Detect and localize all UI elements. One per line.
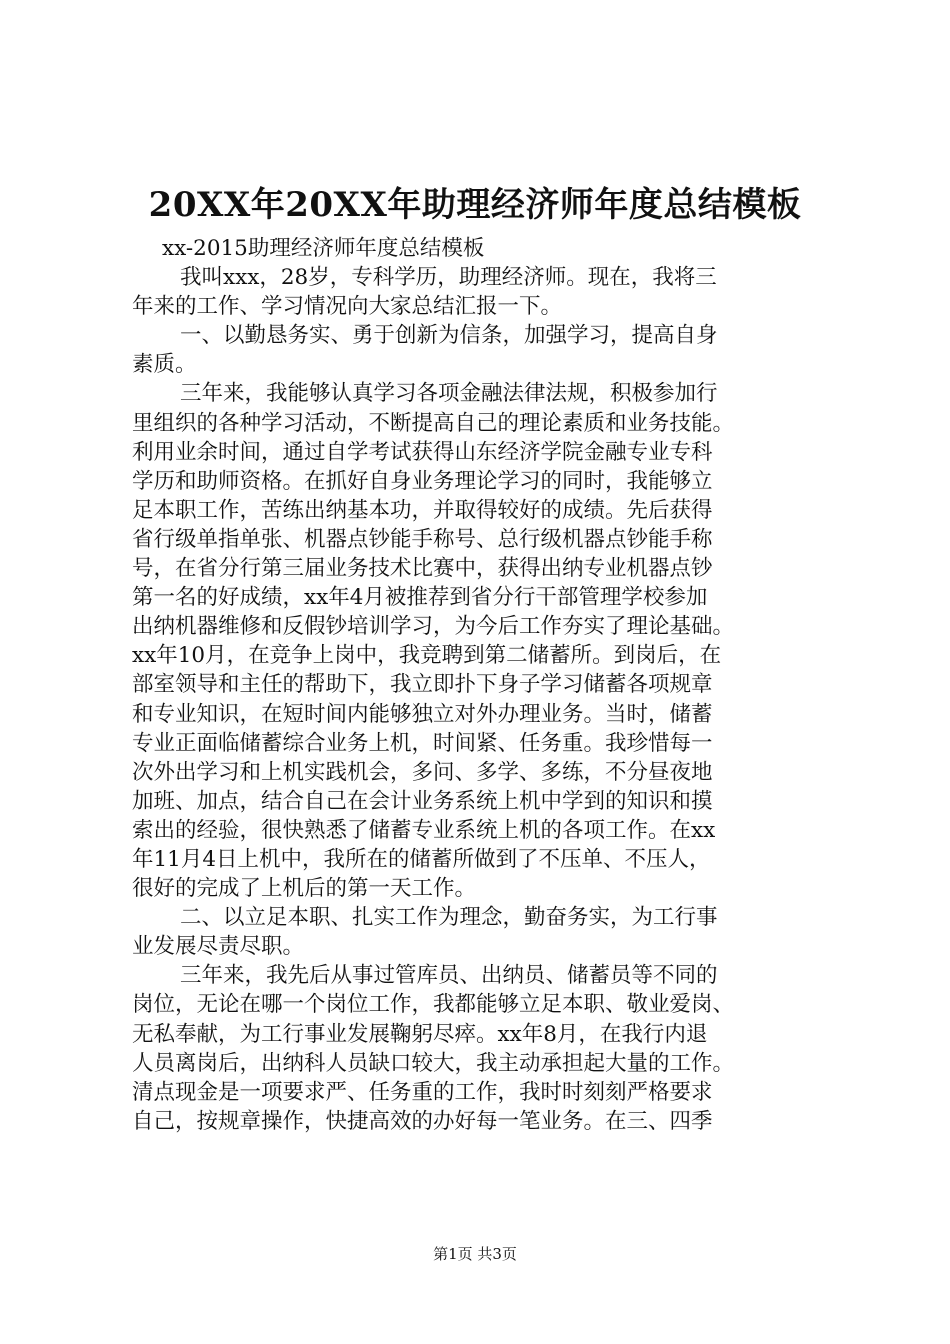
paragraph-line: 出纳机器维修和反假钞培训学习，为今后工作夯实了理论基础。 <box>132 614 735 640</box>
paragraph-line: 我叫xxx，28岁，专科学历，助理经济师。现在，我将三 <box>180 265 717 291</box>
paragraph-line: 部室领导和主任的帮助下，我立即扑下身子学习储蓄各项规章 <box>132 672 713 698</box>
paragraph-line: 自己，按规章操作，快捷高效的办好每一笔业务。在三、四季 <box>132 1108 713 1134</box>
paragraph-line: 年11月4日上机中，我所在的储蓄所做到了不压单、不压人， <box>132 846 711 872</box>
paragraph-line: 三年来，我先后从事过管库员、出纳员、储蓄员等不同的 <box>180 963 718 989</box>
paragraph-line: xx年10月，在竞争上岗中，我竞聘到第二储蓄所。到岗后，在 <box>132 643 722 669</box>
paragraph-line: 很好的完成了上机后的第一天工作。 <box>132 876 477 902</box>
subtitle-line: xx-2015助理经济师年度总结模板 <box>162 236 485 261</box>
section-heading-line: 业发展尽责尽职。 <box>132 934 305 960</box>
section-heading-line: 二、以立足本职、扎实工作为理念，勤奋务实，为工行事 <box>180 905 718 931</box>
paragraph-line: 专业正面临储蓄综合业务上机，时间紧、任务重。我珍惜每一 <box>132 730 713 756</box>
paragraph-line: 号，在省分行第三届业务技术比赛中，获得出纳专业机器点钞 <box>132 556 713 582</box>
paragraph-line: 省行级单指单张、机器点钞能手称号、总行级机器点钞能手称 <box>132 526 713 552</box>
paragraph-line: 利用业余时间，通过自学考试获得山东经济学院金融专业专科 <box>132 439 713 465</box>
paragraph-line: 第一名的好成绩，xx年4月被推荐到省分行干部管理学校参加 <box>132 585 708 611</box>
paragraph-line: 索出的经验，很快熟悉了储蓄专业系统上机的各项工作。在xx <box>132 817 716 843</box>
paragraph-line: 三年来，我能够认真学习各项金融法律法规，积极参加行 <box>180 381 718 407</box>
paragraph-line: 和专业知识，在短时间内能够独立对外办理业务。当时，储蓄 <box>132 701 713 727</box>
paragraph-line: 足本职工作，苦练出纳基本功，并取得较好的成绩。先后获得 <box>132 497 713 523</box>
paragraph-line: 学历和助师资格。在抓好自身业务理论学习的同时，我能够立 <box>132 468 713 494</box>
page-number-footer: 第1页 共3页 <box>433 1245 517 1263</box>
section-heading-line: 素质。 <box>132 352 197 378</box>
section-heading-line: 一、以勤恳务实、勇于创新为信条，加强学习，提高自身 <box>180 323 718 349</box>
paragraph-line: 年来的工作、学习情况向大家总结汇报一下。 <box>132 294 563 320</box>
paragraph-line: 次外出学习和上机实践机会，多问、多学、多练，不分昼夜地 <box>132 759 713 785</box>
paragraph-line: 清点现金是一项要求严、任务重的工作，我时时刻刻严格要求 <box>132 1079 713 1105</box>
paragraph-line: 加班、加点，结合自己在会计业务系统上机中学到的知识和摸 <box>132 788 713 814</box>
paragraph-line: 岗位，无论在哪一个岗位工作，我都能够立足本职、敬业爱岗、 <box>132 992 735 1018</box>
paragraph-line: 人员离岗后，出纳科人员缺口较大，我主动承担起大量的工作。 <box>132 1050 735 1076</box>
document-body <box>132 234 832 1136</box>
paragraph-line: 里组织的各种学习活动，不断提高自己的理论素质和业务技能。 <box>132 410 735 436</box>
paragraph-line: 无私奉献，为工行事业发展鞠躬尽瘁。xx年8月，在我行内退 <box>132 1021 708 1047</box>
document-title: 20XX年20XX年助理经济师年度总结模板 <box>148 185 802 225</box>
